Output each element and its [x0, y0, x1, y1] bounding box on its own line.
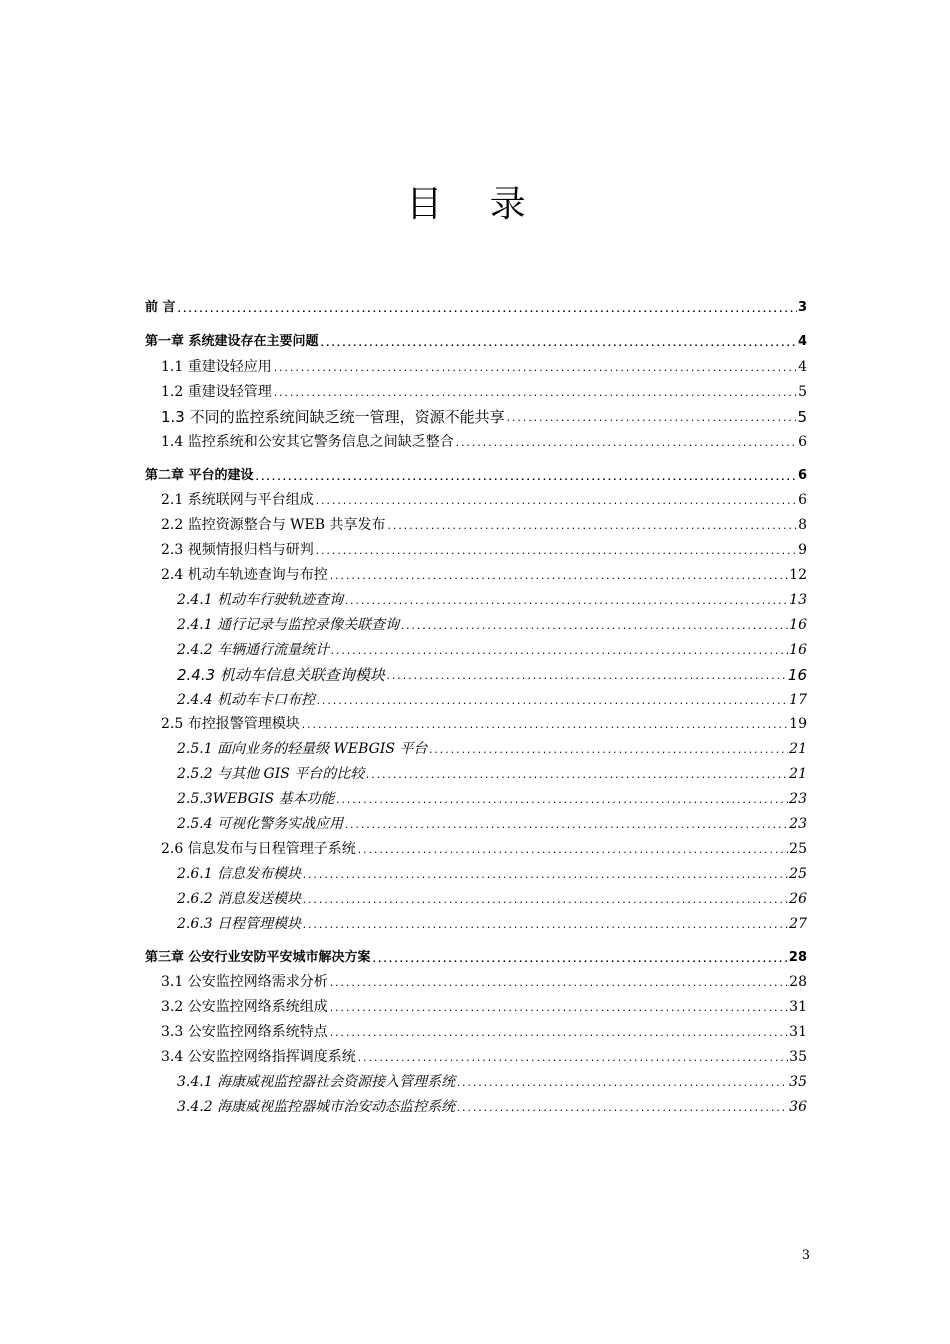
page-number: 3 [801, 1248, 810, 1263]
toc-entry[interactable] [145, 635, 807, 660]
toc-entry-page: 5 [797, 407, 807, 426]
toc-entry[interactable] [145, 560, 807, 585]
toc-entry[interactable] [145, 759, 807, 784]
toc-entry-label: 2.3 视频情报归档与研判 [161, 542, 314, 559]
toc-entry-label: 1.4 监控系统和公安其它警务信息之间缺乏整合 [161, 433, 454, 450]
toc-entry[interactable] [145, 660, 807, 685]
toc-entry[interactable] [145, 710, 807, 735]
toc-entry-page: 16 [787, 665, 807, 684]
toc-leader-dots [315, 490, 797, 510]
toc-leader-dots [329, 1022, 788, 1042]
toc-entry-page: 12 [789, 567, 807, 584]
toc-title: 目 录 [406, 184, 544, 225]
toc-entry[interactable] [145, 1092, 807, 1117]
toc-entry-label: 2.4.4 机动车卡口布控 [177, 691, 316, 708]
toc-entry-label: 前 言 [145, 300, 176, 315]
toc-entry[interactable] [145, 535, 807, 560]
toc-leader-dots [386, 665, 787, 685]
toc-leader-dots [330, 640, 788, 660]
toc-entry-page: 21 [789, 741, 807, 758]
toc-entry-page: 25 [789, 840, 807, 857]
toc-entry-page: 19 [789, 716, 807, 733]
toc-leader-dots [302, 864, 788, 884]
toc-entry[interactable] [145, 402, 807, 427]
toc-entry-page: 26 [789, 890, 807, 907]
toc-entry[interactable] [145, 1067, 807, 1092]
toc-leader-dots [506, 407, 797, 427]
toc-entry-page: 23 [789, 816, 807, 833]
toc-entry-label: 2.1 系统联网与平台组成 [161, 492, 314, 509]
toc-entry-page: 28 [788, 949, 807, 965]
toc-entry-label: 1.3 不同的监控系统间缺乏统一管理，资源不能共享 [161, 407, 505, 426]
toc-entry[interactable] [145, 284, 807, 318]
toc-entry-page: 35 [789, 1049, 807, 1066]
toc-leader-dots [320, 332, 797, 352]
toc-entry-label: 2.5.1 面向业务的轻量级 WEBGIS 平台 [177, 741, 428, 758]
toc-leader-dots [456, 1072, 788, 1092]
toc-entry[interactable] [145, 859, 807, 884]
toc-entry[interactable] [145, 834, 807, 859]
toc-leader-dots [177, 298, 797, 318]
toc-entry-page: 25 [789, 865, 807, 882]
toc-entry-label: 2.5.3WEBGIS 基本功能 [177, 791, 335, 808]
toc-entry-label: 2.4.1 机动车行驶轨迹查询 [177, 592, 344, 609]
toc-entry-page: 3 [797, 300, 807, 315]
toc-entry-page: 8 [798, 517, 807, 534]
toc-entry[interactable] [145, 992, 807, 1017]
toc-entry-page: 6 [798, 492, 807, 509]
toc-entry-page: 36 [789, 1098, 807, 1115]
toc-entry-page: 28 [789, 974, 807, 991]
toc-entry-label: 3.1 公安监控网络需求分析 [161, 974, 328, 991]
toc-entry[interactable] [145, 784, 807, 809]
toc-leader-dots [329, 565, 788, 585]
toc-leader-dots [316, 690, 788, 710]
toc-entry[interactable] [145, 510, 807, 535]
toc-entry-page: 31 [789, 1024, 807, 1041]
toc-leader-dots [400, 615, 788, 635]
toc-leader-dots [357, 1047, 788, 1067]
toc-entry[interactable] [145, 685, 807, 710]
toc-entry-label: 3.3 公安监控网络系统特点 [161, 1024, 328, 1041]
toc-entry-page: 6 [798, 433, 807, 450]
toc-leader-dots [336, 789, 789, 809]
toc-leader-dots [302, 914, 788, 934]
toc-leader-dots [301, 714, 788, 734]
toc-leader-dots [372, 948, 788, 968]
toc-entry-label: 1.1 重建设轻应用 [161, 358, 272, 375]
toc-entry[interactable] [145, 318, 807, 352]
toc-leader-dots [455, 432, 797, 452]
toc-entry[interactable] [145, 1042, 807, 1067]
toc-entry-page: 4 [797, 334, 807, 349]
toc-leader-dots [329, 972, 788, 992]
toc-entry-label: 3.4.1 海康威视监控器社会资源接入管理系统 [177, 1074, 456, 1091]
toc-leader-dots [456, 1097, 788, 1117]
toc-entry-label: 2.5.2 与其他 GIS 平台的比较 [177, 766, 365, 783]
toc-leader-dots [387, 515, 798, 535]
toc-entry[interactable] [145, 610, 807, 635]
toc-entry-label: 第一章 系统建设存在主要问题 [145, 334, 319, 349]
toc-leader-dots [428, 739, 788, 759]
toc-entry-page: 31 [789, 999, 807, 1016]
toc-leader-dots [344, 590, 788, 610]
toc-entry-label: 2.6 信息发布与日程管理子系统 [161, 840, 356, 857]
toc-entry-page: 6 [797, 467, 807, 483]
toc-entry-page: 5 [798, 383, 807, 400]
toc-entry-label: 3.4.2 海康威视监控器城市治安动态监控系统 [177, 1098, 456, 1115]
toc-leader-dots [329, 997, 788, 1017]
toc-entry-page: 17 [789, 691, 807, 708]
toc-entry[interactable] [145, 427, 807, 452]
toc-entry[interactable] [145, 734, 807, 759]
toc-entry[interactable] [145, 452, 807, 486]
toc-entry-page: 27 [789, 915, 807, 932]
toc-entry-page: 13 [789, 592, 807, 609]
toc-entry-page: 23 [789, 791, 807, 808]
toc-entry-label: 2.4.1 通行记录与监控录像关联查询 [177, 616, 400, 633]
toc-entry[interactable] [145, 909, 807, 934]
toc-entry-label: 3.4 公安监控网络指挥调度系统 [161, 1049, 356, 1066]
toc-entry[interactable] [145, 352, 807, 377]
toc-entry-page: 16 [789, 641, 807, 658]
toc-entry-label: 第三章 公安行业安防平安城市解决方案 [145, 949, 371, 965]
toc-leader-dots [255, 466, 797, 486]
toc-entry-label: 2.4.2 车辆通行流量统计 [177, 641, 330, 658]
table-of-contents [145, 284, 807, 1117]
toc-entry[interactable] [145, 585, 807, 610]
toc-entry-label: 2.6.2 消息发送模块 [177, 890, 302, 907]
toc-leader-dots [365, 764, 788, 784]
toc-entry-label: 2.4 机动车轨迹查询与布控 [161, 567, 328, 584]
toc-entry[interactable] [145, 1017, 807, 1042]
toc-entry-label: 2.5.4 可视化警务实战应用 [177, 816, 344, 833]
toc-entry[interactable] [145, 486, 807, 511]
toc-entry-label: 2.4.3 机动车信息关联查询模块 [177, 665, 385, 684]
toc-leader-dots [273, 382, 797, 402]
toc-entry-label: 2.2 监控资源整合与 WEB 共享发布 [161, 517, 386, 534]
toc-entry-page: 16 [789, 616, 807, 633]
toc-entry-label: 2.6.1 信息发布模块 [177, 865, 302, 882]
toc-leader-dots [344, 814, 788, 834]
toc-entry[interactable] [145, 934, 807, 968]
toc-leader-dots [315, 540, 797, 560]
toc-entry-page: 9 [798, 542, 807, 559]
toc-entry[interactable] [145, 377, 807, 402]
toc-entry-label: 1.2 重建设轻管理 [161, 383, 272, 400]
toc-entry-label: 3.2 公安监控网络系统组成 [161, 999, 328, 1016]
toc-entry-page: 35 [789, 1074, 807, 1091]
toc-entry-page: 4 [798, 358, 807, 375]
toc-entry-label: 第二章 平台的建设 [145, 467, 254, 483]
toc-entry-label: 2.6.3 日程管理模块 [177, 915, 302, 932]
toc-leader-dots [302, 889, 788, 909]
toc-leader-dots [357, 839, 788, 859]
toc-leader-dots [273, 357, 797, 377]
toc-entry-label: 2.5 布控报警管理模块 [161, 716, 300, 733]
toc-entry-page: 21 [789, 766, 807, 783]
toc-entry[interactable] [145, 884, 807, 909]
toc-entry[interactable] [145, 809, 807, 834]
toc-entry[interactable] [145, 968, 807, 993]
